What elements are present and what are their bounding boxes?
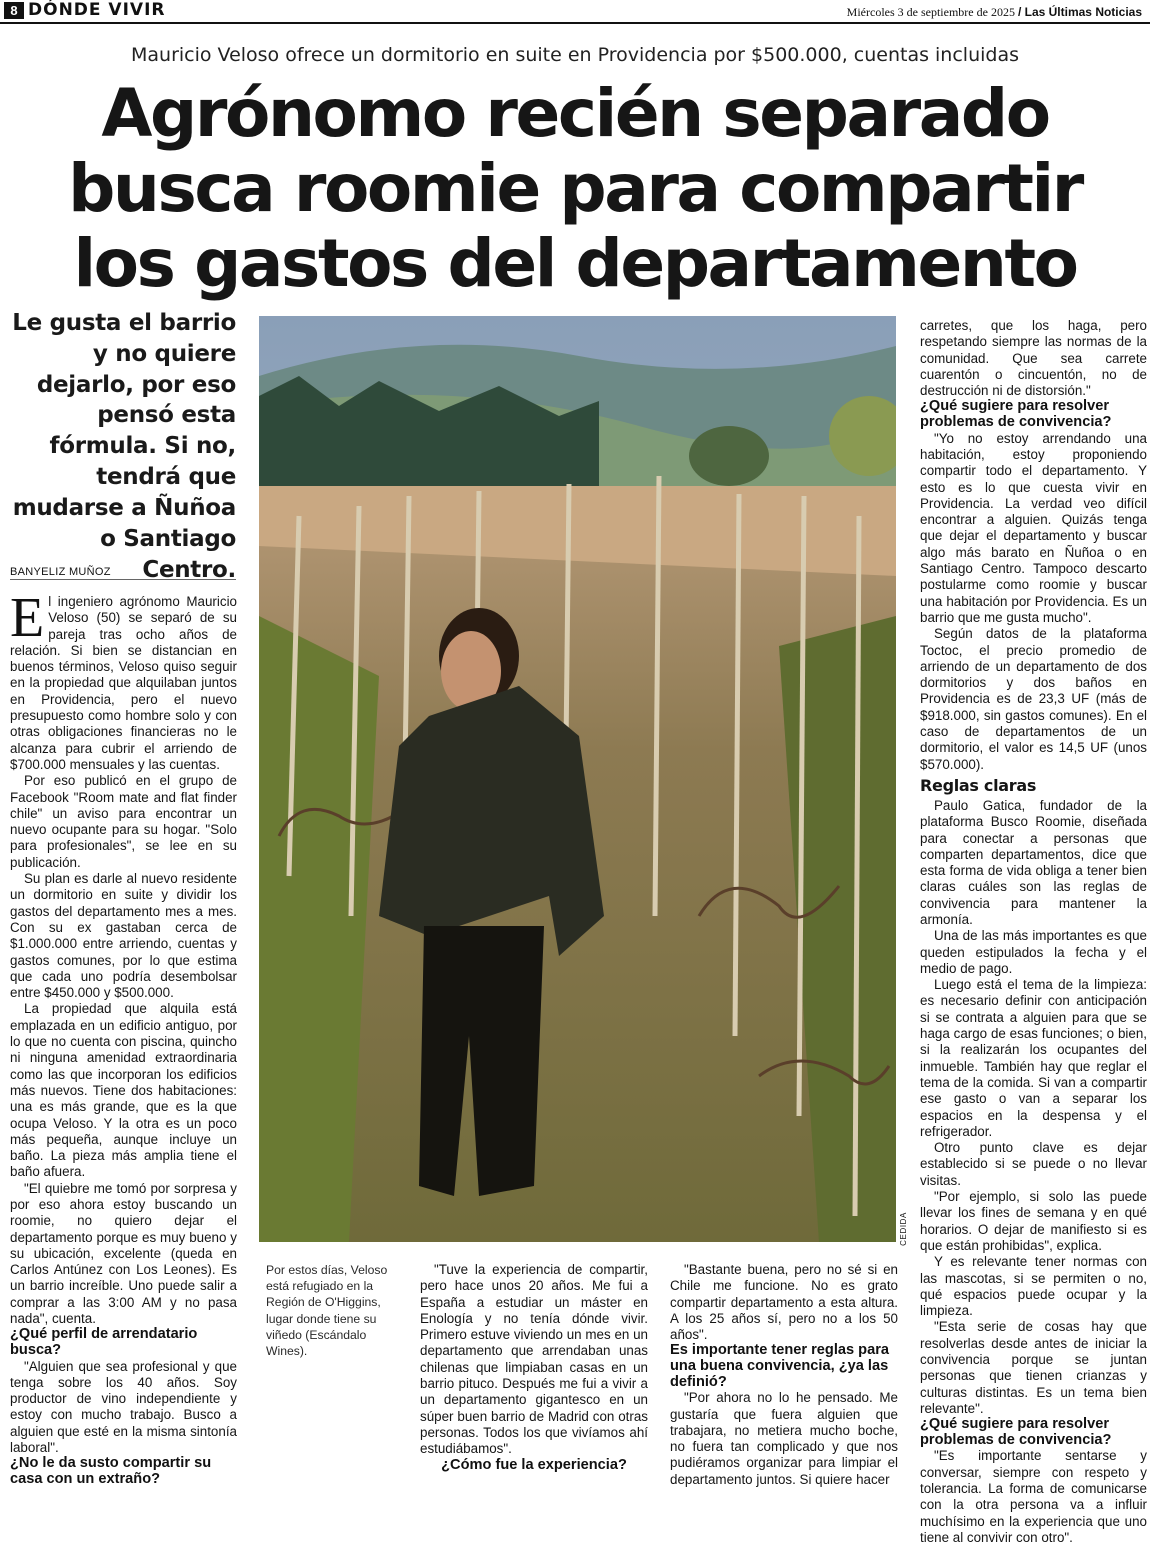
paragraph: "Es importante sentarse y conversar, siempre con respeto y tolerancia. La forma de comunicarse con la otra persona va a influir muchísimo en la experiencia que uno tiene al convivir con otro". [920,1448,1147,1545]
body-column-5 [920,318,1147,1546]
byline: BANYELIZ MUÑOZ [10,566,236,580]
paragraph: "Bastante buena, pero no sé si en Chile me funcione. No es grato compartir departamento a esta altura. A los 25 años sí, pero no a los 50 años". [670,1262,898,1343]
paragraph: Otro punto clave es dejar establecido si se puede o no llevar visitas. [920,1140,1147,1188]
lead-text: l ingeniero agrónomo Mauricio Veloso (50) se separó de su pareja tras ocho años de relación. Si bien se distancian en buenos términos, Veloso quiso seguir en la propiedad que alquilaban juntos en Providencia, pero el nuevo presupuesto como hombre solo y con otras obligaciones financieras no le alcanza para cubrir el arriendo de $700.000 mensuales y las cuentas. [10,594,237,772]
section-title: DÓNDE VIVIR [28,0,166,20]
dateline [847,5,1142,20]
subheading: Reglas claras [920,775,1037,795]
paragraph: Una de las más importantes es que queden estipulados la fecha y el medio de pago. [920,928,1147,976]
photo-credit: CEDIDA [899,1212,908,1246]
question: Es importante tener reglas para una buena convivencia, ¿ya las definió? [670,1342,889,1390]
question: ¿No le da susto compartir su casa con un extraño? [10,1455,212,1487]
paragraph: "Por ejemplo, si solo las puede llevar los fines de semana y en qué horarios. O dejar de manifiesto si es que están prohibidas", explica. [920,1189,1147,1253]
paragraph: "Yo no estoy arrendando una habitación, estoy proponiendo compartir todo el departamento. Y esto es lo que cuesta vivir en Providencia. La verdad veo difícil encontrar a alguien. Quizás tenga que dejar el departamento y buscar algo más barato en Ñuñoa o en Santiago Centro. Tampoco descarto postularme como roomie y buscar una habitación por Providencia. Es un barrio que me gusta mucho". [920,430,1147,625]
headline: Agrónomo recién separado busca roomie para compartir los gastos del departamento [68,75,1082,303]
kicker: Mauricio Veloso ofrece un dormitorio en suite en Providencia por $500.000, cuentas incluidas [130,44,1019,66]
paragraph: "Alguien que sea profesional y que tenga sobre los 40 años. Soy productor de vino independiente y estoy con mucho trabajo. Busco a alguien que esté en la misma sintonía laboral". [10,1358,237,1456]
drop-cap: E [10,587,45,649]
paragraph: Y es relevante tener normas con las mascotas, si se permiten o no, qué espacios puede ocupar y la limpieza. [920,1254,1147,1319]
photo-caption: Por estos días, Veloso está refugiado en la Región de O'Higgins, lugar donde tiene su viñedo (Escándalo Wines). [266,1263,388,1359]
paragraph: Paulo Gatica, fundador de la plataforma Busco Roomie, diseñada para conectar a personas que comparten departamentos, dice que esta forma de vida obliga a tener bien claras cuáles son las reglas de convivencia para mantener la armonía. [920,797,1147,927]
paragraph: Su plan es darle al nuevo residente un dormitorio en suite y dividir los gastos del departamento mes a mes. Con su ex gastaban cerca de $1.000.000 entre arriendo, cuentas y gastos comunes, por lo que estima que cada uno podría desembolsar entre $450.000 y $500.000. [10,871,237,1001]
vineyard-photo [259,316,896,1242]
article-photo [259,316,896,1242]
paragraph: carretes, que los haga, pero respetando siempre las normas de la comunidad. Que sea carrete cuarentón o cincuentón, no de destrucción ni de distorsión." [920,318,1147,399]
body-column-1 [10,587,237,1488]
paragraph: Por eso publicó en el grupo de Facebook "Room mate and flat finder chile" un aviso para encontrar un nuevo ocupante para su hogar. "Solo para profesionales", se lee en su publicación. [10,773,237,870]
question: ¿Cómo fue la experiencia? [441,1456,627,1473]
deck: Le gusta el barrio y no quiere dejarlo, por eso pensó esta fórmula. Si no, tendrá que mudarse a Ñuñoa o Santiago Centro. [12,310,236,583]
paragraph: La propiedad que alquila está emplazada en un edificio antiguo, por lo que no cuenta con piscina, quincho ni ninguna amenidad extraordinaria como las que incorporan los edificios más nuevos. Tiene dos habitaciones: una es más grande, que es la que ocupa Veloso. Y la otra es un poco más pequeña, aunque incluye un baño. La pieza más amplia tiene el baño afuera. [10,1001,237,1180]
paragraph [10,587,237,773]
paragraph: "Por ahora no lo he pensado. Me gustaría que fuera alguien que trabajara, no metiera mucho boche, no fuera tan complicado y que nos pudiéramos organizar para limpiar el departamento juntos. Si quiere hacer [670,1390,898,1487]
question: ¿Qué sugiere para resolver problemas de convivencia? [920,398,1112,431]
paragraph: "El quiebre me tomó por sorpresa y por eso ahora estoy buscando un roomie, no quiero dejar el departamento porque es muy bueno y su ubicación, excelente (queda en Carlos Antúnez con Los Leones). Es un barrio increíble. Uno puede salir a comprar a las 3:00 AM y no pasa nada", cuenta. [10,1180,237,1327]
body-column-3 [420,1262,648,1473]
body-column-4 [670,1262,898,1488]
publication-name: / Las Últimas Noticias [1017,5,1142,19]
paragraph: Según datos de la plataforma Toctoc, el precio promedio de arriendo de un departamento de dos dormitorios y dos baños en Providencia es de 23,3 UF (más de $918.000, sin gastos comunes). En el caso de departamentos de un dormitorio, el valor es 14,5 UF (unos $570.000). [920,626,1147,772]
page-number: 8 [4,2,24,19]
paragraph: "Esta serie de cosas hay que resolverlas desde antes de iniciar la convivencia porque se juntan personas que tienen crianzas y culturas distintas. Es un tema bien relevante". [920,1319,1147,1416]
question: ¿Qué perfil de arrendatario busca? [10,1326,198,1358]
issue-date: Miércoles 3 de septiembre de 2025 [846,5,1015,19]
question: ¿Qué sugiere para resolver problemas de convivencia? [920,1416,1112,1448]
paragraph: "Tuve la experiencia de compartir, pero hace unos 20 años. Me fui a España a estudiar un máster en Enología y no tenía dónde vivir. Primero estuve viviendo un mes en un departamento que arrendaban unas chilenas que limpiaban casas en un barrio pituco. Después me fui a vivir a un departamento gigantesco en un súper buen barrio de Madrid con otras personas. Todos los que vivíamos ahí estudiábamos". [420,1262,648,1457]
paragraph: Luego está el tema de la limpieza: es necesario definir con anticipación si se contrata a alguien para que se haga cargo de esas funciones; o bien, si la realizarán los ocupantes del inmueble. También hay que reglar el tema de la comida. Si van a compartir ese gasto o van a separar los espacios en la despensa y el refrigerador. [920,977,1147,1139]
